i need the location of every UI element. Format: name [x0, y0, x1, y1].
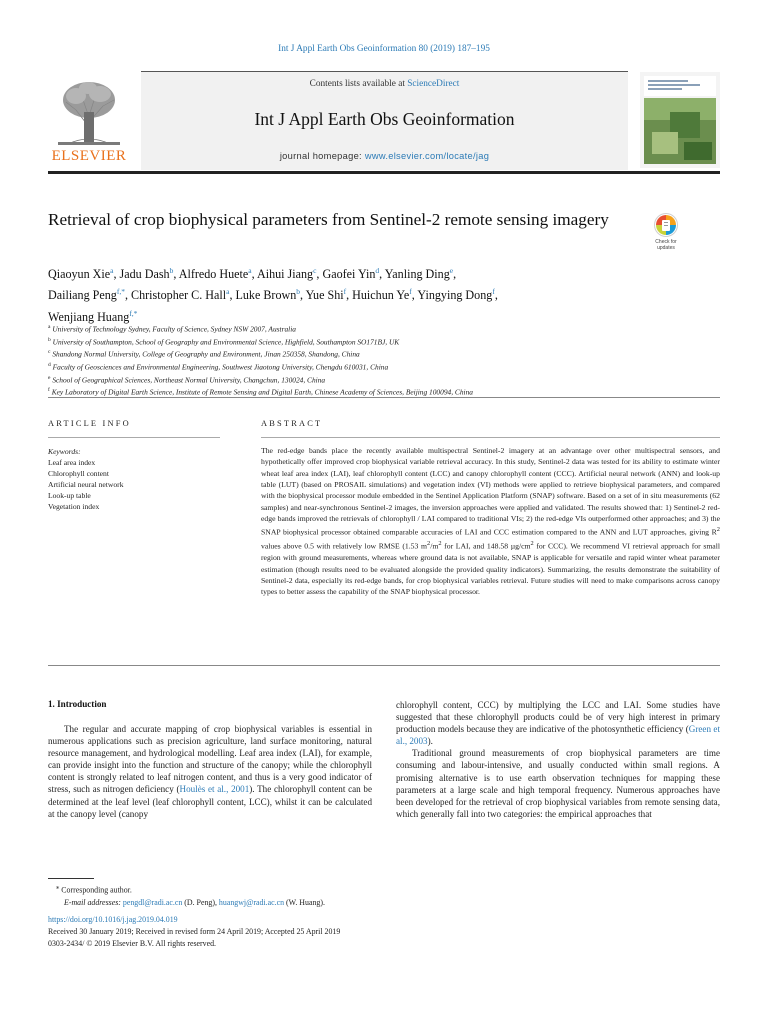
abstract-superscript: 2	[438, 540, 442, 548]
author-name[interactable]: Qiaoyun Xie	[48, 267, 111, 282]
author-affiliation-mark[interactable]: f,*	[129, 308, 138, 318]
affiliation-text: University of Southampton, School of Geography and Environmental Science, Highfield, Southampton SO171BJ, UK	[52, 337, 400, 347]
abstract-divider	[48, 665, 720, 666]
body-column-right	[396, 699, 720, 820]
paragraph-text: The regular and accurate mapping of crop biophysical variables is essential in numerous applications such as precision agriculture, land surface monitoring, natural resource management, and hydrological modelling. Leaf area index (LAI), for example, can provide insight into the function and structure of the canopy; while the chlorophyll content is strongly related to leaf nitrogen content, and thus is a very good indicator of stress, such as nitrogen deficiency (	[48, 724, 372, 795]
author-name[interactable]: Alfredo Huete	[178, 267, 249, 282]
author-affiliation-mark[interactable]: f	[343, 287, 347, 297]
check-for-updates-icon[interactable]	[649, 212, 683, 252]
author-affiliation-mark[interactable]: a	[248, 266, 252, 275]
journal-title: Int J Appl Earth Obs Geoinformation	[254, 109, 515, 129]
email-owner: (W. Huang).	[284, 897, 325, 907]
email-link[interactable]: pengdl@radi.ac.cn	[122, 897, 183, 907]
keywords-block	[48, 446, 124, 513]
body-paragraph	[48, 723, 372, 820]
author-name[interactable]: Jadu Dash	[119, 267, 170, 282]
email-owner: (D. Peng),	[182, 897, 219, 907]
paragraph-text: ). The chlorophyll content can be determined at the leaf level (leaf chlorophyll content, LCC), whilst it can be calculated at the canopy level (canopy	[48, 784, 372, 819]
body-column-left	[48, 723, 372, 820]
author-affiliation-mark[interactable]: f,*	[116, 287, 125, 297]
abstract-segment: for CCC). We recommend VI retrieval approach for small region with ground measurements, whereas where ground data is not available, SNAP is applicable for versatile and rapid winter wheat parameter estimation (though results need to be evaluated alongside the provided quality indicators). Summarizing, the results demonstrate the suitability of Sentinel-2 data, especially its red-edge bands, for crop biophysical variables retrieval. Future studies will need to make comparisons across canopy types to better assess the capability of the SNAP biophysical processor.	[261, 541, 720, 597]
affiliation-item	[48, 373, 720, 386]
abstract-superscript: 2	[530, 540, 534, 548]
elsevier-wordmark: ELSEVIER	[51, 148, 127, 164]
article-info-heading: ARTICLE INFO	[48, 419, 131, 428]
body-paragraph: Traditional ground measurements of crop biophysical parameters are time consuming and labour-intensive, and usually conducted within small regions. A promising alternative is to use earth observation techniques for mapping these parameters at a large scale and high temporal frequency. Numerous approaches have been developed for the retrieval of crop biophysical variables from remote sensing data, which generally fall into two categories: the empirical approaches that	[396, 748, 720, 819]
author-name[interactable]: Gaofei Yin	[322, 267, 376, 282]
author-name[interactable]: Yue Shi	[305, 288, 344, 303]
affiliation-key: e	[48, 374, 51, 381]
article-info-rule	[48, 437, 220, 438]
author-affiliation-mark[interactable]: a	[110, 266, 114, 275]
affiliation-item	[48, 360, 720, 373]
received-dates: Received 30 January 2019; Received in revised form 24 April 2019; Accepted 25 April 2019	[48, 926, 341, 936]
abstract-superscript: 2	[716, 526, 720, 534]
author-name[interactable]: Yingying Dong	[417, 288, 493, 303]
sciencedirect-link[interactable]: ScienceDirect	[407, 79, 460, 89]
affiliation-text: Faculty of Geosciences and Environmental Engineering, Southwest Jiaotong University, Chengdu 610031, China	[52, 362, 389, 372]
abstract-segment: values above 0.5 with relatively low RMSE (1.53 m	[261, 541, 427, 551]
abstract-superscript: 2	[426, 540, 431, 548]
author-list: Qiaoyun Xie$^a$, Jadu Dash$^b$, Alfredo Huete$^a$, Aihui Jiang$^c$, Gaofei Yin$^d$, Yanling Ding$^e$, Dailiang Peng$^{f,*}$, Christopher C. Hall$^a$, Luke Brown$^b$, Yue Shi$^f$, Huichun Ye$^f$, Yingying Dong$^f$, Wenjiang Huang$^{f,*}$	[48, 266, 498, 324]
author-affiliation-mark[interactable]: e	[449, 266, 454, 275]
affiliation-key: d	[48, 362, 51, 369]
journal-citation-link[interactable]: Int J Appl Earth Obs Geoinformation 80 (2019) 187–195	[278, 44, 490, 54]
author-name[interactable]: Dailiang Peng	[48, 288, 117, 303]
corresponding-author-note	[48, 882, 720, 897]
abstract-segment: The red-edge bands place the recently available multispectral Sentinel-2 imagery at an advantage over other multispectral sensors, and hypothetically offer improved crop biophysical variable retrieval accuracy. In this study, Sentinel-2 data was tested for its ability to estimate winter wheat leaf area index (LAI), leaf chlorophyll content (LCC) and canopy chlorophyll content (CCC). Artificial neural network (ANN) and look-up table (LUT) (based on PROSAIL simulations) and vegetation index (VI) methods were applied to retrieve biophysical parameters, and compared with the biophysical processor module embedded in the Sentinel Application Platform (SNAP) software. Based on a set of in situ measurements (62 samples) and near-synchronous Sentinel-2 images, the inversion approaches were applied and validated. The results showed that: 1) Sentinel-2 red-edge bands improved the retrievals of chlorophyll / LAI compared to traditional VIs; 2) the red-edge VIs outperformed other approaches; and 3) the SNAP biophysical processor obtained comparable accuracies of LAI and CCC estimation compared to the ANN and LUT approaches, giving R	[261, 446, 720, 537]
author-name[interactable]: Wenjiang Huang	[48, 309, 130, 324]
abstract-heading: ABSTRACT	[261, 419, 323, 428]
front-matter-divider	[48, 397, 720, 398]
affiliation-key: c	[48, 349, 51, 356]
citation-link[interactable]: Houlès et al., 2001	[179, 784, 250, 795]
badge-line-1: Check for	[655, 239, 677, 245]
affiliation-text: School of Geographical Sciences, Northeast Normal University, Changchun, 130024, China	[52, 375, 326, 385]
publication-info	[48, 914, 720, 949]
email-link[interactable]: huangwj@radi.ac.cn	[218, 897, 285, 907]
affiliation-text: Shandong Normal University, College of Geography and Environment, Jinan 250358, Shandong, China	[52, 349, 360, 359]
author-affiliation-mark[interactable]: f	[409, 287, 412, 297]
author-affiliation-mark[interactable]: a	[226, 287, 230, 297]
citation-link[interactable]: Green et al., 2003	[396, 724, 720, 747]
affiliation-item	[48, 347, 720, 360]
introduction-heading: 1. Introduction	[48, 699, 107, 709]
affiliation-key: f	[48, 387, 50, 394]
journal-cover-thumbnail[interactable]	[640, 72, 720, 168]
corresponding-mark: ⁎	[56, 884, 60, 891]
author-name[interactable]: Huichun Ye	[352, 288, 410, 303]
keyword-item: Vegetation index	[48, 502, 100, 512]
author-name[interactable]: Luke Brown	[235, 288, 297, 303]
paragraph-text: chlorophyll content, CCC) by multiplying the LCC and LAI. Some studies have suggested that these chlorophyll products could be of very high interest in primary production models because they are indicative of the photosynthetic efficiency (	[396, 700, 720, 735]
keyword-item: Leaf area index	[48, 458, 96, 468]
abstract-text	[261, 445, 720, 598]
keyword-item: Chlorophyll content	[48, 469, 109, 479]
contents-prefix: Contents lists available at	[309, 79, 408, 89]
header-bottom-rule	[48, 171, 720, 174]
abstract-segment: /m	[430, 541, 439, 551]
author-affiliation-mark[interactable]: b	[296, 287, 301, 297]
affiliation-text: Key Laboratory of Digital Earth Science, Institute of Remote Sensing and Digital Earth, Chinese Academy of Sciences, Beijing 100094, China	[51, 387, 473, 397]
email-note	[48, 897, 720, 909]
keyword-item: Artificial neural network	[48, 480, 124, 490]
footnotes	[48, 882, 720, 909]
affiliation-list	[48, 322, 720, 398]
journal-homepage-link[interactable]: www.elsevier.com/locate/jag	[364, 151, 490, 161]
author-affiliation-mark[interactable]: c	[313, 266, 317, 275]
abstract-rule	[261, 437, 720, 438]
body-paragraph	[396, 699, 720, 747]
author-affiliation-mark[interactable]: b	[169, 266, 174, 275]
homepage-prefix: journal homepage:	[279, 151, 365, 161]
keyword-item: Look-up table	[48, 491, 91, 501]
affiliation-key: a	[48, 324, 51, 330]
author-affiliation-mark[interactable]: f	[492, 287, 495, 297]
affiliation-text: University of Technology Sydney, Faculty of Science, Sydney NSW 2007, Australia	[52, 324, 296, 334]
email-label: E-mail addresses:	[64, 897, 121, 907]
badge-line-2: updates	[657, 245, 675, 251]
affiliation-item	[48, 322, 720, 335]
copyright-line: 0303-2434/ © 2019 Elsevier B.V. All rights reserved.	[48, 938, 217, 948]
author-name[interactable]: Aihui Jiang	[256, 267, 314, 282]
abstract-segment: for LAI, and 148.58 µg/cm	[441, 541, 531, 551]
keywords-label: Keywords:	[48, 447, 81, 456]
doi-link[interactable]: https://doi.org/10.1016/j.jag.2019.04.019	[48, 915, 178, 924]
author-affiliation-mark[interactable]: d	[375, 266, 380, 275]
footnote-rule	[48, 878, 94, 879]
affiliation-item	[48, 335, 720, 348]
paragraph-text: ).	[427, 736, 433, 747]
contents-available-line	[141, 79, 628, 89]
author-name[interactable]: Yanling Ding	[384, 267, 450, 282]
author-name[interactable]: Christopher C. Hall	[131, 288, 227, 303]
article-title: Retrieval of crop biophysical parameters from Sentinel-2 remote sensing imagery	[48, 210, 609, 229]
corresponding-text: Corresponding author.	[61, 885, 132, 895]
affiliation-key: b	[48, 336, 51, 343]
journal-homepage-line	[141, 151, 628, 161]
